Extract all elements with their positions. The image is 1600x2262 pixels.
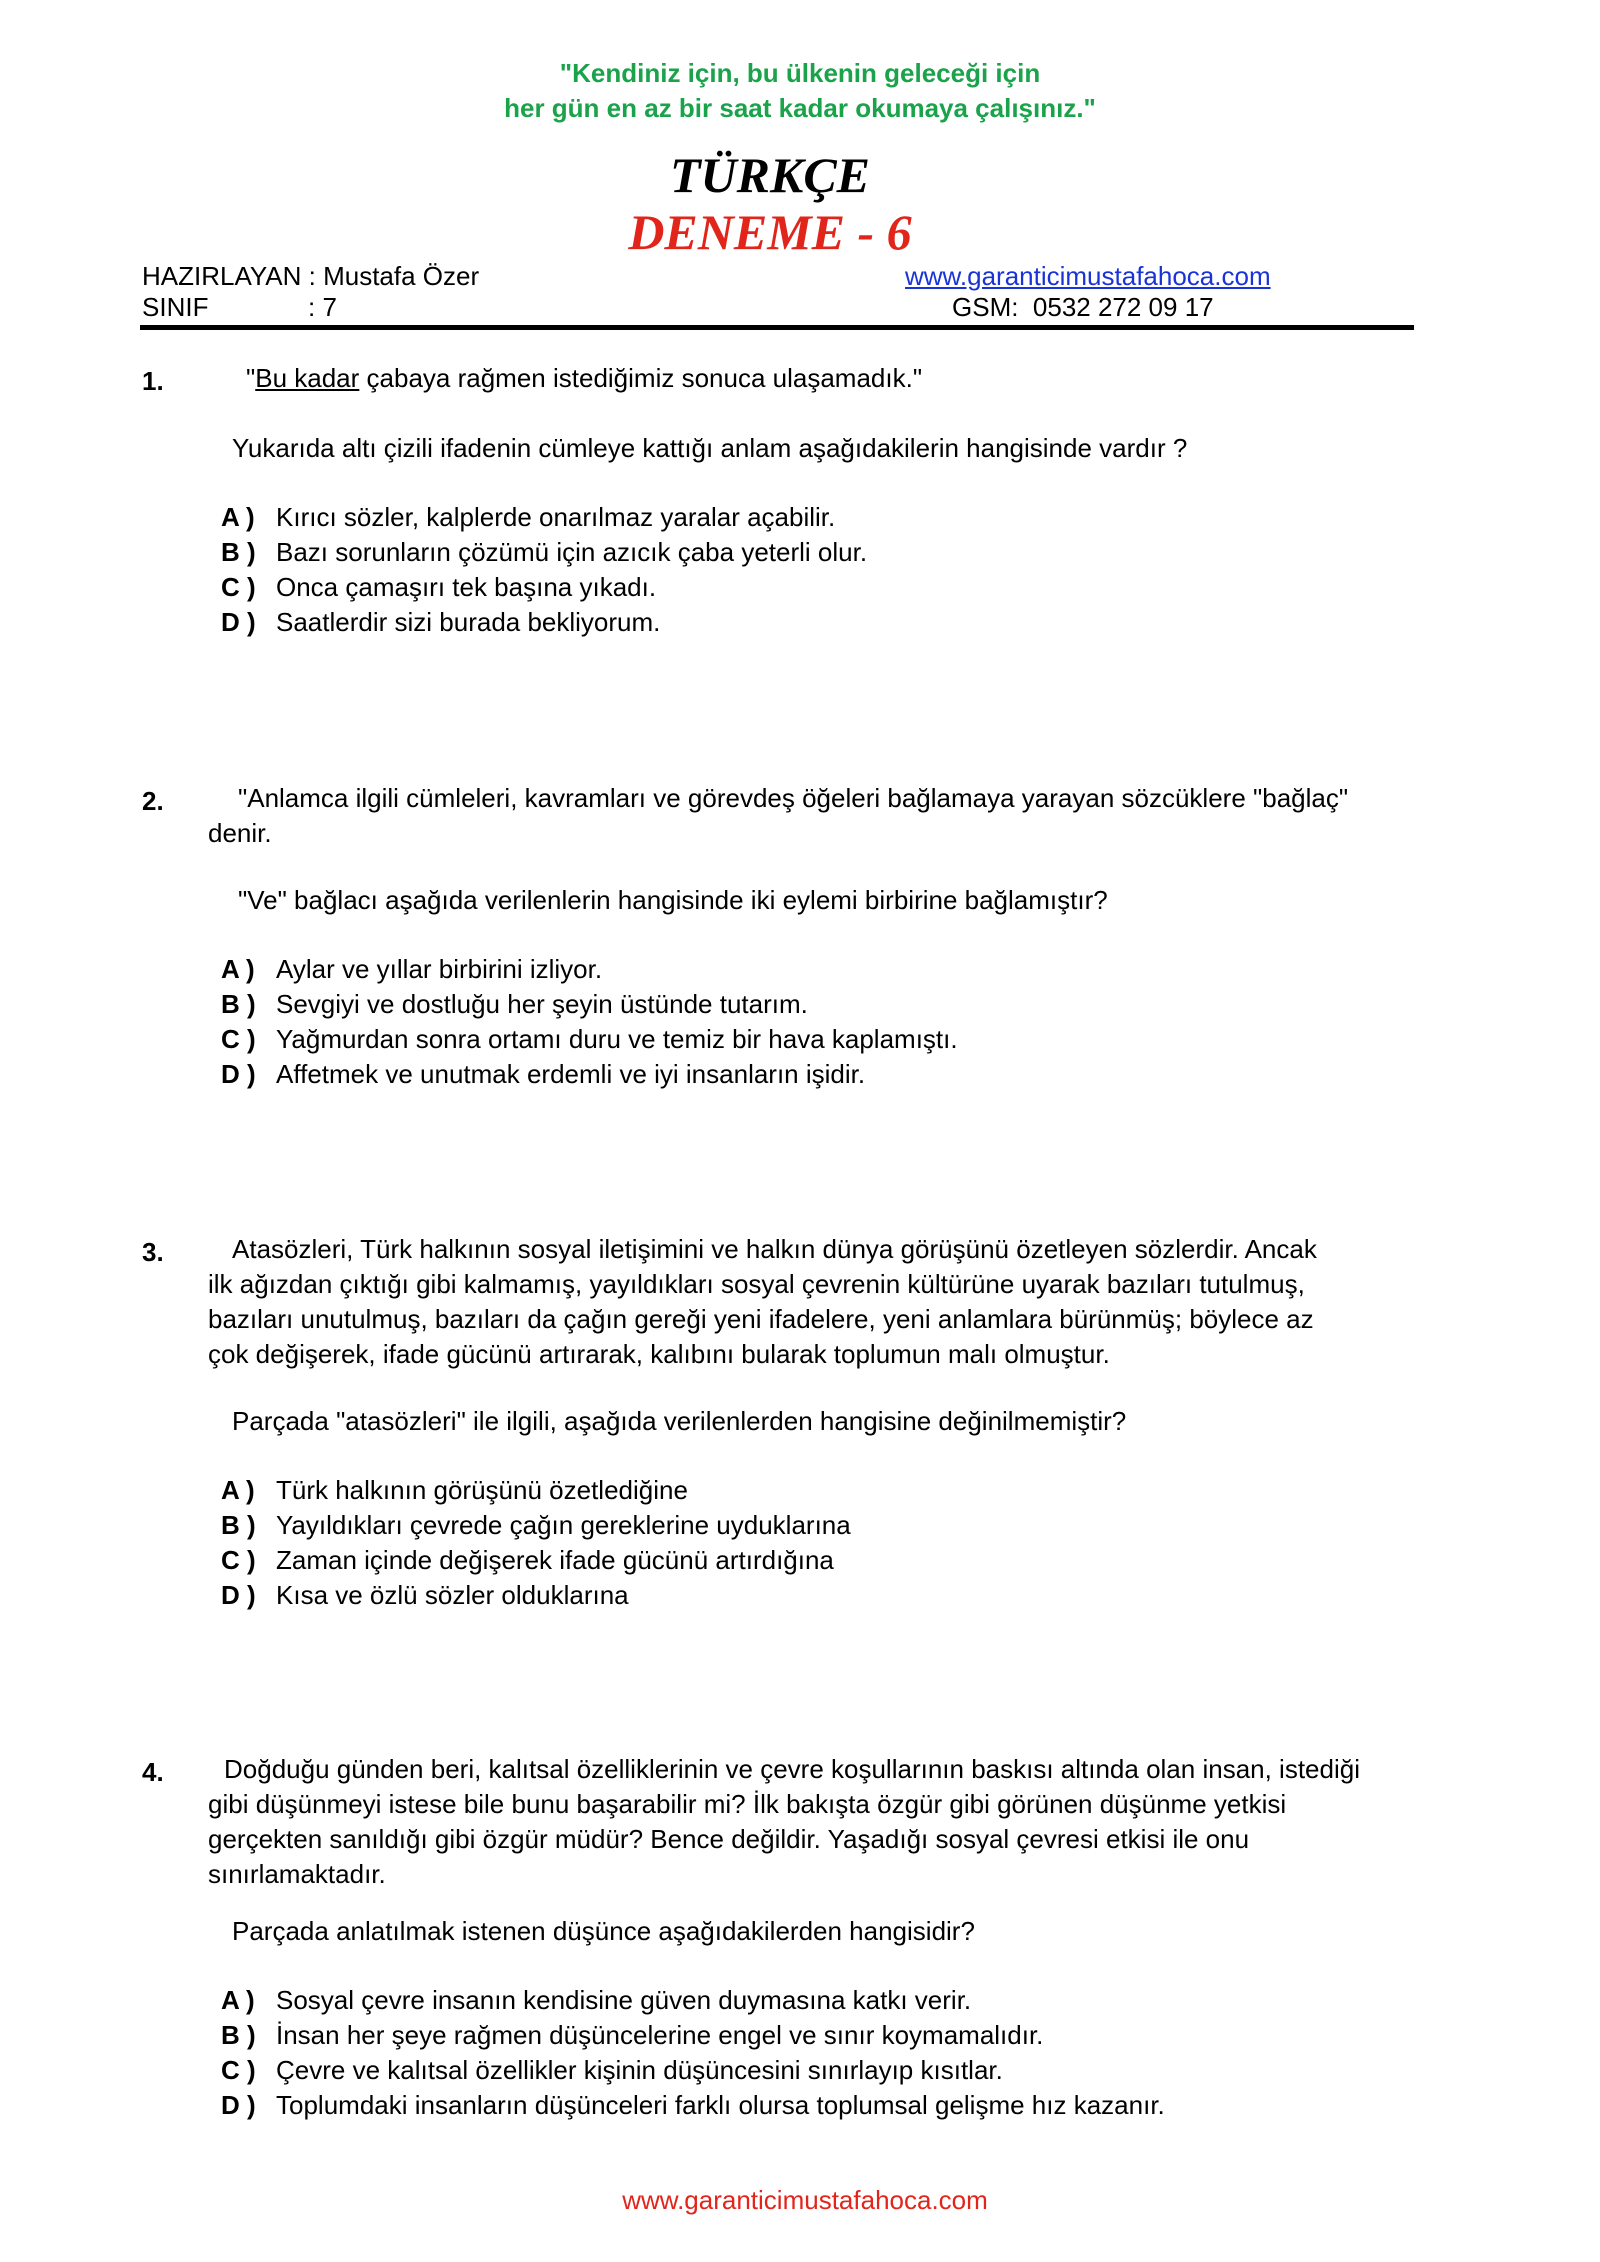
gsm-number: GSM: 0532 272 09 17: [952, 292, 1214, 322]
question-4-paragraph-line-4: sınırlamaktadır.: [208, 1859, 386, 1889]
question-2-option-c[interactable]: C ) Yağmurdan sonra ortamı duru ve temiz bir hava kaplamıştı.: [221, 1024, 958, 1054]
motto-line-2: her gün en az bir saat kadar okumaya çalışınız.": [504, 93, 1096, 123]
footer-website[interactable]: www.garanticimustafahoca.com: [622, 2185, 988, 2215]
question-4-paragraph-line-3: gerçekten sanıldığı gibi özgür müdür? Bence değildir. Yaşadığı sosyal çevresi etkisi ile onu: [208, 1824, 1250, 1854]
question-2-option-a[interactable]: A ) Aylar ve yıllar birbirini izliyor.: [221, 954, 603, 984]
question-4-paragraph-line-1: Doğduğu günden beri, kalıtsal özelliklerinin ve çevre koşullarının baskısı altında olan insan, istediği: [224, 1754, 1360, 1784]
question-4-number: 4.: [142, 1757, 164, 1787]
question-1-option-c[interactable]: C ) Onca çamaşırı tek başına yıkadı.: [221, 572, 657, 602]
question-4-option-b[interactable]: B ) İnsan her şeye rağmen düşüncelerine engel ve sınır koymamalıdır.: [221, 2020, 1044, 2050]
header-website-link[interactable]: www.garanticimustafahoca.com: [905, 261, 1271, 291]
question-4-option-d[interactable]: D ) Toplumdaki insanların düşünceleri farklı olursa toplumsal gelişme hız kazanır.: [221, 2090, 1165, 2120]
underlined-phrase: Bu kadar: [255, 363, 360, 393]
question-1-quote: "Bu kadar çabaya rağmen istediğimiz sonuca ulaşamadık.": [246, 363, 923, 393]
question-1-prompt: Yukarıda altı çizili ifadenin cümleye kattığı anlam aşağıdakilerin hangisinde vardır ?: [232, 433, 1188, 463]
question-1-option-a[interactable]: A ) Kırıcı sözler, kalplerde onarılmaz yaralar açabilir.: [221, 502, 836, 532]
question-2-option-d[interactable]: D ) Affetmek ve unutmak erdemli ve iyi insanların işidir.: [221, 1059, 866, 1089]
question-3-option-a[interactable]: A ) Türk halkının görüşünü özetlediğine: [221, 1475, 688, 1505]
question-4-paragraph-line-2: gibi düşünmeyi istese bile bunu başarabilir mi? İlk bakışta özgür gibi görünen düşünme yetkisi: [208, 1789, 1287, 1819]
question-2-number: 2.: [142, 786, 164, 816]
question-3-paragraph-line-1: Atasözleri, Türk halkının sosyal iletişimini ve halkın dünya görüşünü özetleyen sözlerdir. Ancak: [232, 1234, 1317, 1264]
question-1-option-d[interactable]: D ) Saatlerdir sizi burada bekliyorum.: [221, 607, 661, 637]
question-4-option-c[interactable]: C ) Çevre ve kalıtsal özellikler kişinin düşüncesini sınırlayıp kısıtlar.: [221, 2055, 1003, 2085]
question-4-option-a[interactable]: A ) Sosyal çevre insanın kendisine güven duymasına katkı verir.: [221, 1985, 972, 2015]
question-3-paragraph-line-4: çok değişerek, ifade gücünü artırarak, kalıbını bularak toplumun malı olmuştur.: [208, 1339, 1110, 1369]
question-2-option-b[interactable]: B ) Sevgiyi ve dostluğu her şeyin üstünde tutarım.: [221, 989, 808, 1019]
header-divider: [140, 325, 1414, 330]
question-1-number: 1.: [142, 366, 164, 396]
page-title: TÜRKÇE: [669, 147, 871, 203]
author-label: HAZIRLAYAN : Mustafa Özer: [142, 261, 480, 291]
question-3-option-b[interactable]: B ) Yayıldıkları çevrede çağın gereklerine uyduklarına: [221, 1510, 851, 1540]
class-label: SINIF: [142, 292, 209, 322]
question-3-option-c[interactable]: C ) Zaman içinde değişerek ifade gücünü artırdığına: [221, 1545, 834, 1575]
question-3-number: 3.: [142, 1237, 164, 1267]
page-subtitle: DENEME - 6: [628, 204, 912, 260]
question-1-option-b[interactable]: B ) Bazı sorunların çözümü için azıcık çaba yeterli olur.: [221, 537, 868, 567]
question-3-option-d[interactable]: D ) Kısa ve özlü sözler olduklarına: [221, 1580, 629, 1610]
question-2-stem-line-2: denir.: [208, 818, 272, 848]
question-4-prompt: Parçada anlatılmak istenen düşünce aşağıdakilerden hangisidir?: [232, 1916, 975, 1946]
question-3-prompt: Parçada "atasözleri" ile ilgili, aşağıda verilenlerden hangisine değinilmemiştir?: [232, 1406, 1127, 1436]
question-2-stem-line-1: "Anlamca ilgili cümleleri, kavramları ve görevdeş öğeleri bağlamaya yarayan sözcüklere "bağlaç": [238, 783, 1349, 813]
question-2-prompt: "Ve" bağlacı aşağıda verilenlerin hangisinde iki eylemi birbirine bağlamıştır?: [238, 885, 1108, 915]
class-value: : 7: [308, 292, 337, 322]
motto-line-1: "Kendiniz için, bu ülkenin geleceği için: [559, 58, 1041, 88]
question-3-paragraph-line-3: bazıları unutulmuş, bazıları da çağın gereği yeni ifadelere, yeni anlamlara bürünmüş; böylece az: [208, 1304, 1314, 1334]
question-3-paragraph-line-2: ilk ağızdan çıktığı gibi kalmamış, yayıldıkları sosyal çevrenin kültürüne uyarak bazıları tutulmuş,: [208, 1269, 1305, 1299]
